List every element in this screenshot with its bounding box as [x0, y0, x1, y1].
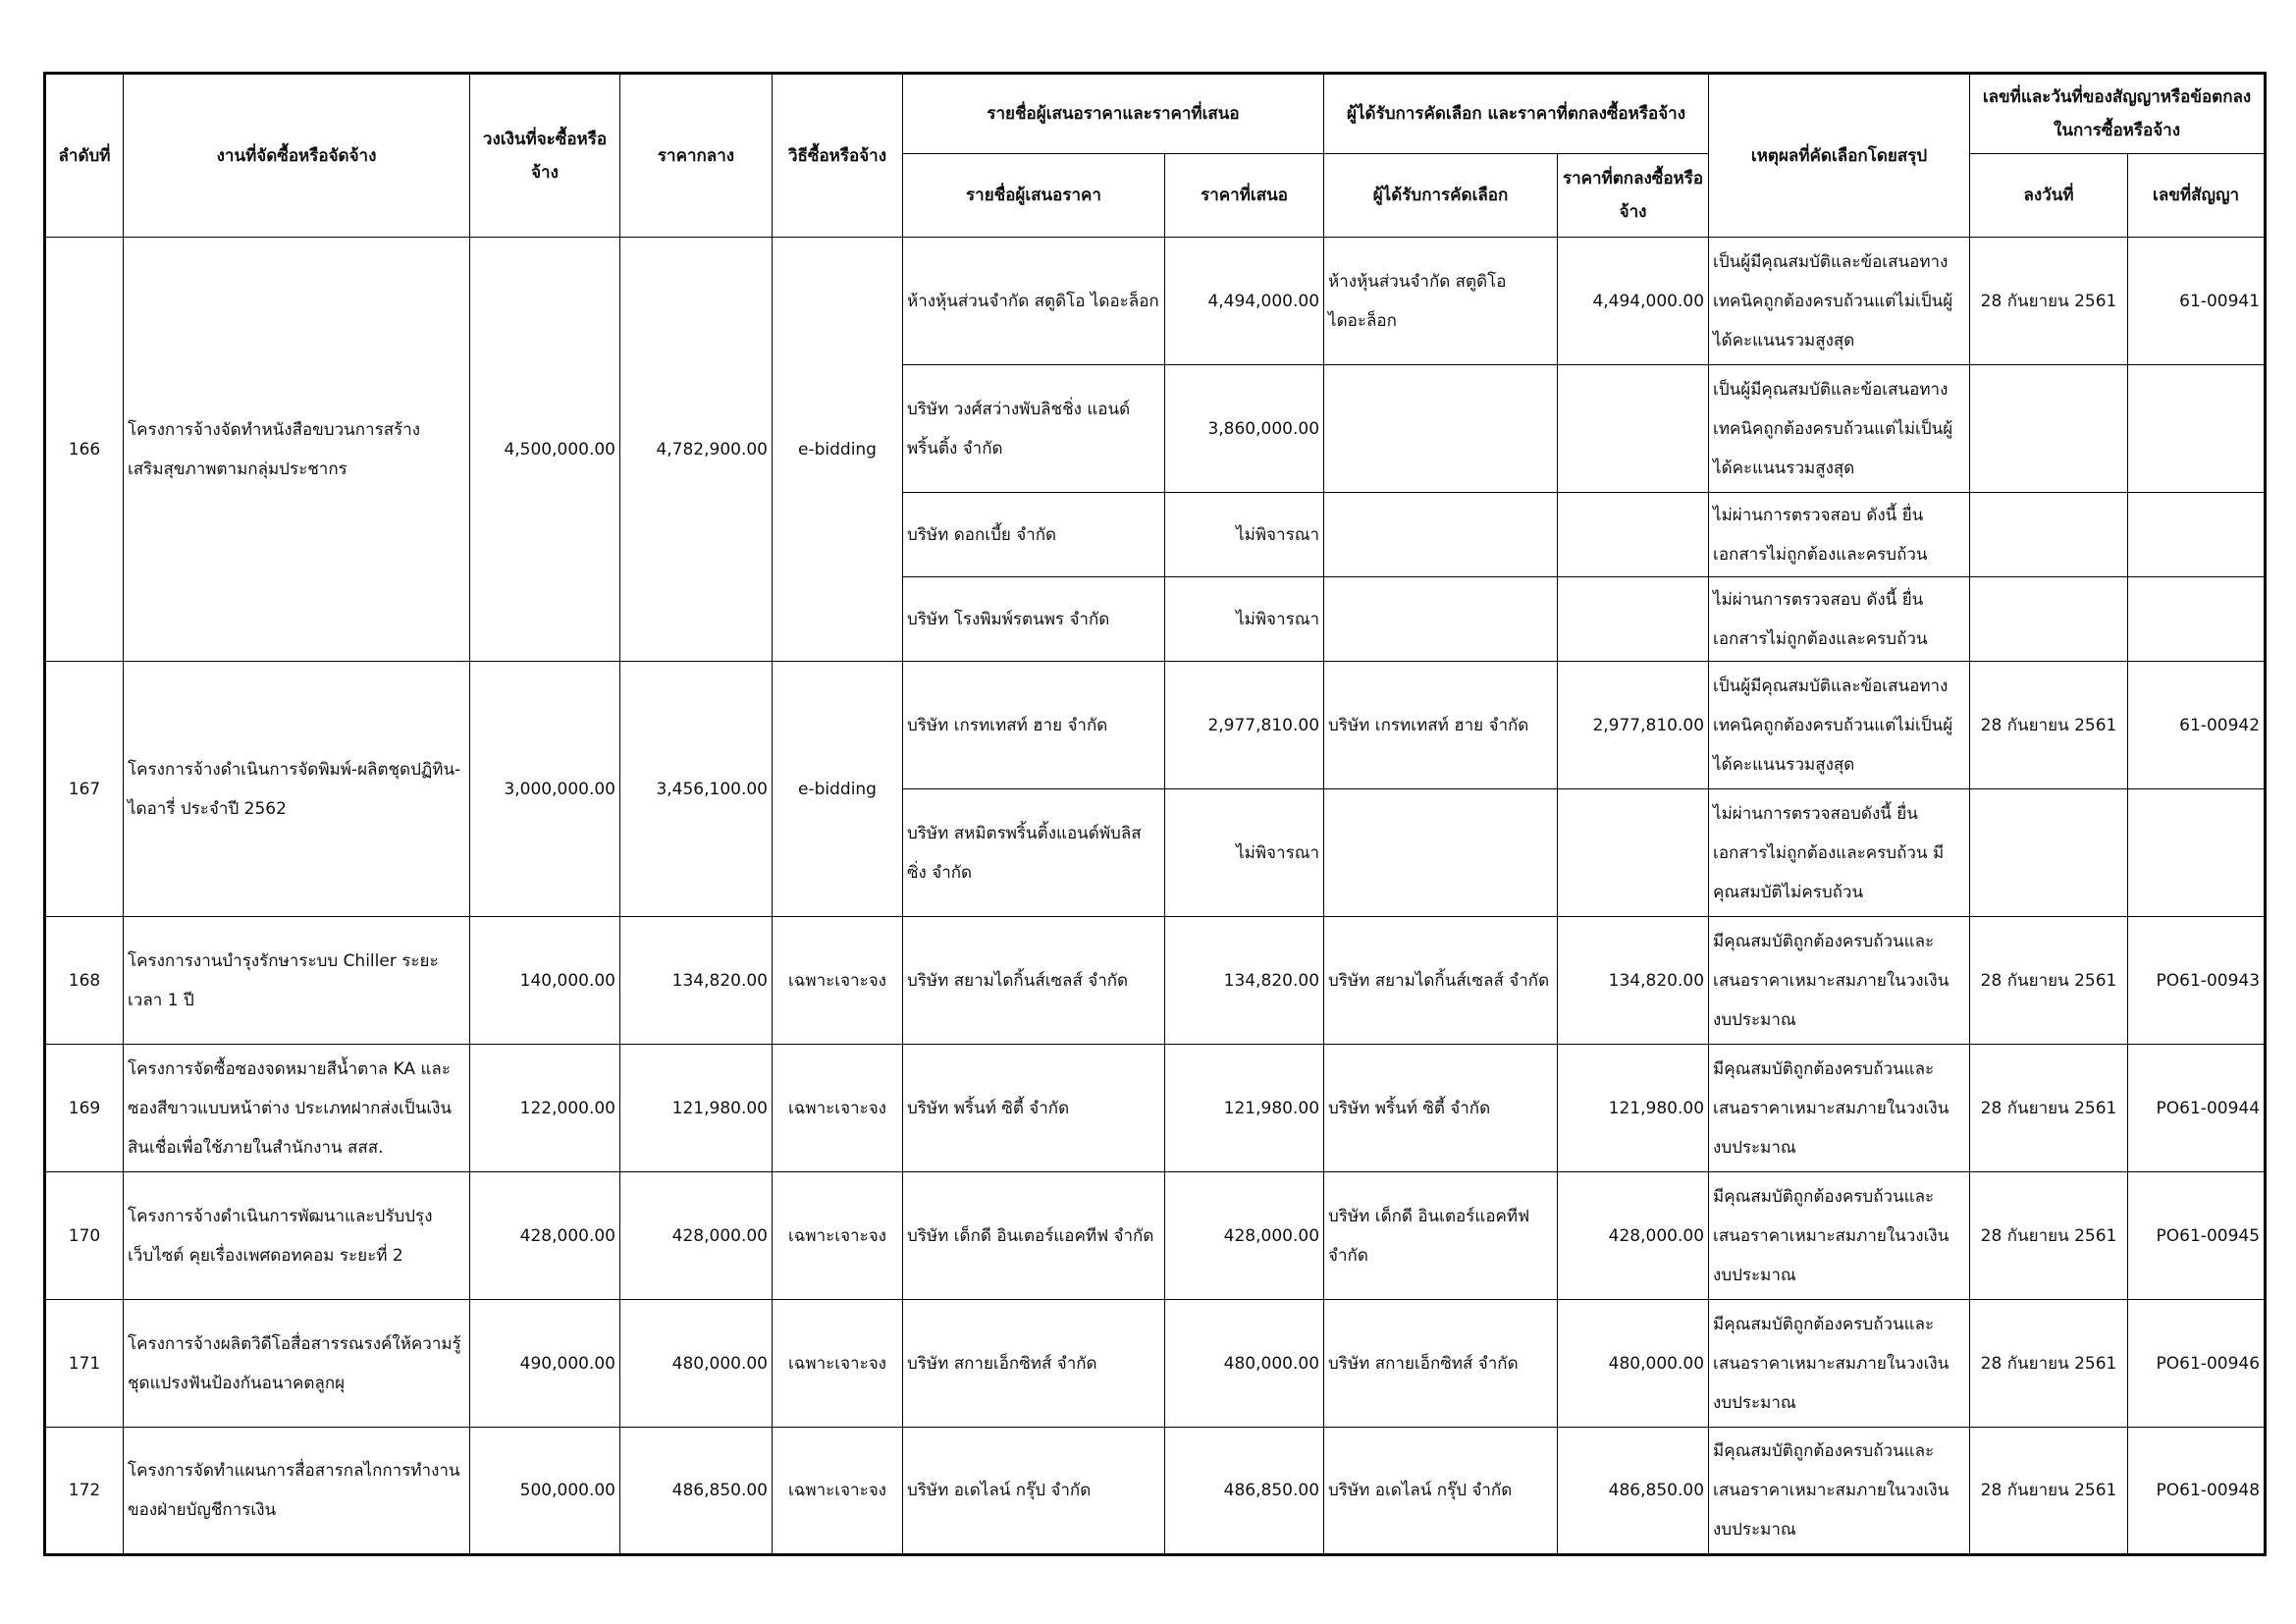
selected-name: บริษัท เกรทเทสท์ ฮาย จำกัด — [1324, 662, 1558, 789]
contract-no — [2128, 493, 2266, 577]
contract-no: 61-00941 — [2128, 238, 2266, 365]
row-method: เฉพาะเจาะจง — [773, 917, 903, 1045]
reason: เป็นผู้มีคุณสมบัติและข้อเสนอทางเทคนิคถูกต้องครบถ้วนแต่ไม่เป็นผู้ได้คะแนนรวมสูงสุด — [1709, 238, 1970, 365]
header-work: งานที่จัดซื้อหรือจัดจ้าง — [124, 74, 470, 238]
contract-date: 28 กันยายน 2561 — [1970, 1172, 2128, 1300]
row-median: 4,782,900.00 — [620, 238, 773, 662]
reason: เป็นผู้มีคุณสมบัติและข้อเสนอทางเทคนิคถูกต้องครบถ้วนแต่ไม่เป็นผู้ได้คะแนนรวมสูงสุด — [1709, 365, 1970, 493]
agreed-price: 480,000.00 — [1558, 1300, 1709, 1428]
bidder-name: บริษัท วงศ์สว่างพับลิชชิ่ง แอนด์ พริ้นติ้ง จำกัด — [903, 365, 1165, 493]
contract-no: PO61-00945 — [2128, 1172, 2266, 1300]
selected-name: บริษัท สกายเอ็กซิทส์ จำกัด — [1324, 1300, 1558, 1428]
row-median: 480,000.00 — [620, 1300, 773, 1428]
agreed-price: 486,850.00 — [1558, 1428, 1709, 1555]
reason: ไม่ผ่านการตรวจสอบ ดังนี้ ยื่นเอกสารไม่ถูกต้องและครบถ้วน — [1709, 577, 1970, 662]
row-method: e-bidding — [773, 662, 903, 917]
row-seq: 168 — [45, 917, 124, 1045]
bidder-name: บริษัท สกายเอ็กซิทส์ จำกัด — [903, 1300, 1165, 1428]
agreed-price: 134,820.00 — [1558, 917, 1709, 1045]
row-budget: 3,000,000.00 — [470, 662, 620, 917]
row-work: โครงการจัดซื้อซองจดหมายสีน้ำตาล KA และซองสีขาวแบบหน้าต่าง ประเภทฝากส่งเป็นเงินสินเชื่อเพื่อใช้ภายในสำนักงาน สสส. — [124, 1045, 470, 1172]
header-selected-name: ผู้ได้รับการคัดเลือก — [1324, 154, 1558, 238]
row-budget: 490,000.00 — [470, 1300, 620, 1428]
header-selected-group: ผู้ได้รับการคัดเลือก และราคาที่ตกลงซื้อหรือจ้าง — [1324, 74, 1709, 154]
bidder-name: บริษัท สยามไดกิ้นส์เซลส์ จำกัด — [903, 917, 1165, 1045]
header-seq: ลำดับที่ — [45, 74, 124, 238]
reason: มีคุณสมบัติถูกต้องครบถ้วนและเสนอราคาเหมาะสมภายในวงเงินงบประมาณ — [1709, 1300, 1970, 1428]
bid-price: 486,850.00 — [1165, 1428, 1324, 1555]
row-median: 3,456,100.00 — [620, 662, 773, 917]
agreed-price — [1558, 365, 1709, 493]
selected-name: บริษัท อเดไลน์ กรุ๊ป จำกัด — [1324, 1428, 1558, 1555]
contract-no: PO61-00944 — [2128, 1045, 2266, 1172]
bid-price: ไม่พิจารณา — [1165, 577, 1324, 662]
bid-price: ไม่พิจารณา — [1165, 789, 1324, 917]
row-method: เฉพาะเจาะจง — [773, 1300, 903, 1428]
bid-price: 428,000.00 — [1165, 1172, 1324, 1300]
row-seq: 171 — [45, 1300, 124, 1428]
agreed-price: 2,977,810.00 — [1558, 662, 1709, 789]
row-method: เฉพาะเจาะจง — [773, 1428, 903, 1555]
row-work: โครงการงานบำรุงรักษาระบบ Chiller ระยะเวลา 1 ปี — [124, 917, 470, 1045]
row-median: 134,820.00 — [620, 917, 773, 1045]
agreed-price — [1558, 493, 1709, 577]
reason: มีคุณสมบัติถูกต้องครบถ้วนและเสนอราคาเหมาะสมภายในวงเงินงบประมาณ — [1709, 1172, 1970, 1300]
header-bid-price: ราคาที่เสนอ — [1165, 154, 1324, 238]
row-method: e-bidding — [773, 238, 903, 662]
bidder-name: บริษัท อเดไลน์ กรุ๊ป จำกัด — [903, 1428, 1165, 1555]
selected-name: บริษัท พริ้นท์ ซิตี้ จำกัด — [1324, 1045, 1558, 1172]
header-agreed-price: ราคาที่ตกลงซื้อหรือจ้าง — [1558, 154, 1709, 238]
header-contract-group: เลขที่และวันที่ของสัญญาหรือข้อตกลงในการซื้อหรือจ้าง — [1970, 74, 2266, 154]
selected-name: ห้างหุ้นส่วนจำกัด สตูดิโอ ไดอะล็อก — [1324, 238, 1558, 365]
row-budget: 122,000.00 — [470, 1045, 620, 1172]
bid-price: 4,494,000.00 — [1165, 238, 1324, 365]
selected-name — [1324, 493, 1558, 577]
contract-date: 28 กันยายน 2561 — [1970, 1428, 2128, 1555]
bidder-name: บริษัท สหมิตรพริ้นติ้งแอนด์พับลิสซิ่ง จำกัด — [903, 789, 1165, 917]
bidder-name: บริษัท เด็กดี อินเตอร์แอคทีฟ จำกัด — [903, 1172, 1165, 1300]
row-budget: 140,000.00 — [470, 917, 620, 1045]
contract-no: 61-00942 — [2128, 662, 2266, 789]
contract-no — [2128, 577, 2266, 662]
row-budget: 428,000.00 — [470, 1172, 620, 1300]
header-reason: เหตุผลที่คัดเลือกโดยสรุป — [1709, 74, 1970, 238]
row-work: โครงการจ้างจัดทำหนังสือขบวนการสร้างเสริมสุขภาพตามกลุ่มประชากร — [124, 238, 470, 662]
contract-no: PO61-00946 — [2128, 1300, 2266, 1428]
contract-no: PO61-00943 — [2128, 917, 2266, 1045]
reason: มีคุณสมบัติถูกต้องครบถ้วนและเสนอราคาเหมาะสมภายในวงเงินงบประมาณ — [1709, 917, 1970, 1045]
reason: ไม่ผ่านการตรวจสอบดังนี้ ยื่นเอกสารไม่ถูกต้องและครบถ้วน มีคุณสมบัติไม่ครบถ้วน — [1709, 789, 1970, 917]
agreed-price — [1558, 789, 1709, 917]
header-contract-no: เลขที่สัญญา — [2128, 154, 2266, 238]
contract-date: 28 กันยายน 2561 — [1970, 917, 2128, 1045]
row-work: โครงการจัดทำแผนการสื่อสารกลไกการทำงานของฝ่ายบัญชีการเงิน — [124, 1428, 470, 1555]
row-method: เฉพาะเจาะจง — [773, 1172, 903, 1300]
bidder-name: ห้างหุ้นส่วนจำกัด สตูดิโอ ไดอะล็อก — [903, 238, 1165, 365]
contract-date: 28 กันยายน 2561 — [1970, 1045, 2128, 1172]
header-bidders-group: รายชื่อผู้เสนอราคาและราคาที่เสนอ — [903, 74, 1324, 154]
selected-name — [1324, 365, 1558, 493]
row-seq: 167 — [45, 662, 124, 917]
bid-price: ไม่พิจารณา — [1165, 493, 1324, 577]
reason: ไม่ผ่านการตรวจสอบ ดังนี้ ยื่นเอกสารไม่ถูกต้องและครบถ้วน — [1709, 493, 1970, 577]
bid-price: 134,820.00 — [1165, 917, 1324, 1045]
selected-name — [1324, 577, 1558, 662]
reason: มีคุณสมบัติถูกต้องครบถ้วนและเสนอราคาเหมาะสมภายในวงเงินงบประมาณ — [1709, 1045, 1970, 1172]
agreed-price — [1558, 577, 1709, 662]
reason: มีคุณสมบัติถูกต้องครบถ้วนและเสนอราคาเหมาะสมภายในวงเงินงบประมาณ — [1709, 1428, 1970, 1555]
row-seq: 166 — [45, 238, 124, 662]
bid-price: 3,860,000.00 — [1165, 365, 1324, 493]
row-work: โครงการจ้างผลิตวิดีโอสื่อสารรณรงค์ให้ความรู้ ชุดแปรงฟันป้องกันอนาคตลูกผุ — [124, 1300, 470, 1428]
row-median: 121,980.00 — [620, 1045, 773, 1172]
contract-date — [1970, 789, 2128, 917]
bidder-name: บริษัท โรงพิมพ์รตนพร จำกัด — [903, 577, 1165, 662]
contract-no — [2128, 789, 2266, 917]
header-method: วิธีซื้อหรือจ้าง — [773, 74, 903, 238]
row-work: โครงการจ้างดำเนินการจัดพิมพ์-ผลิตชุดปฏิทิน-ไดอารี่ ประจำปี 2562 — [124, 662, 470, 917]
contract-date — [1970, 493, 2128, 577]
agreed-price: 4,494,000.00 — [1558, 238, 1709, 365]
bid-price: 480,000.00 — [1165, 1300, 1324, 1428]
row-seq: 170 — [45, 1172, 124, 1300]
selected-name: บริษัท สยามไดกิ้นส์เซลส์ จำกัด — [1324, 917, 1558, 1045]
table-header — [45, 74, 2266, 238]
bid-price: 2,977,810.00 — [1165, 662, 1324, 789]
agreed-price: 121,980.00 — [1558, 1045, 1709, 1172]
row-method: เฉพาะเจาะจง — [773, 1045, 903, 1172]
contract-no — [2128, 365, 2266, 493]
procurement-table — [43, 72, 2267, 1556]
row-budget: 4,500,000.00 — [470, 238, 620, 662]
agreed-price: 428,000.00 — [1558, 1172, 1709, 1300]
row-budget: 500,000.00 — [470, 1428, 620, 1555]
contract-date: 28 กันยายน 2561 — [1970, 1300, 2128, 1428]
header-date: ลงวันที่ — [1970, 154, 2128, 238]
bid-price: 121,980.00 — [1165, 1045, 1324, 1172]
bidder-name: บริษัท ดอกเบี้ย จำกัด — [903, 493, 1165, 577]
row-median: 486,850.00 — [620, 1428, 773, 1555]
contract-date: 28 กันยายน 2561 — [1970, 238, 2128, 365]
header-median: ราคากลาง — [620, 74, 773, 238]
selected-name — [1324, 789, 1558, 917]
selected-name: บริษัท เด็กดี อินเตอร์แอคทีฟ จำกัด — [1324, 1172, 1558, 1300]
contract-no: PO61-00948 — [2128, 1428, 2266, 1555]
row-seq: 172 — [45, 1428, 124, 1555]
table-body — [45, 238, 2266, 1555]
row-median: 428,000.00 — [620, 1172, 773, 1300]
reason: เป็นผู้มีคุณสมบัติและข้อเสนอทางเทคนิคถูกต้องครบถ้วนแต่ไม่เป็นผู้ได้คะแนนรวมสูงสุด — [1709, 662, 1970, 789]
header-budget: วงเงินที่จะซื้อหรือจ้าง — [470, 74, 620, 238]
bidder-name: บริษัท เกรทเทสท์ ฮาย จำกัด — [903, 662, 1165, 789]
header-bidder-name: รายชื่อผู้เสนอราคา — [903, 154, 1165, 238]
row-seq: 169 — [45, 1045, 124, 1172]
row-work: โครงการจ้างดำเนินการพัฒนาและปรับปรุงเว็บไซต์ คุยเรื่องเพศดอทคอม ระยะที่ 2 — [124, 1172, 470, 1300]
contract-date — [1970, 365, 2128, 493]
bidder-name: บริษัท พริ้นท์ ซิตี้ จำกัด — [903, 1045, 1165, 1172]
contract-date: 28 กันยายน 2561 — [1970, 662, 2128, 789]
contract-date — [1970, 577, 2128, 662]
